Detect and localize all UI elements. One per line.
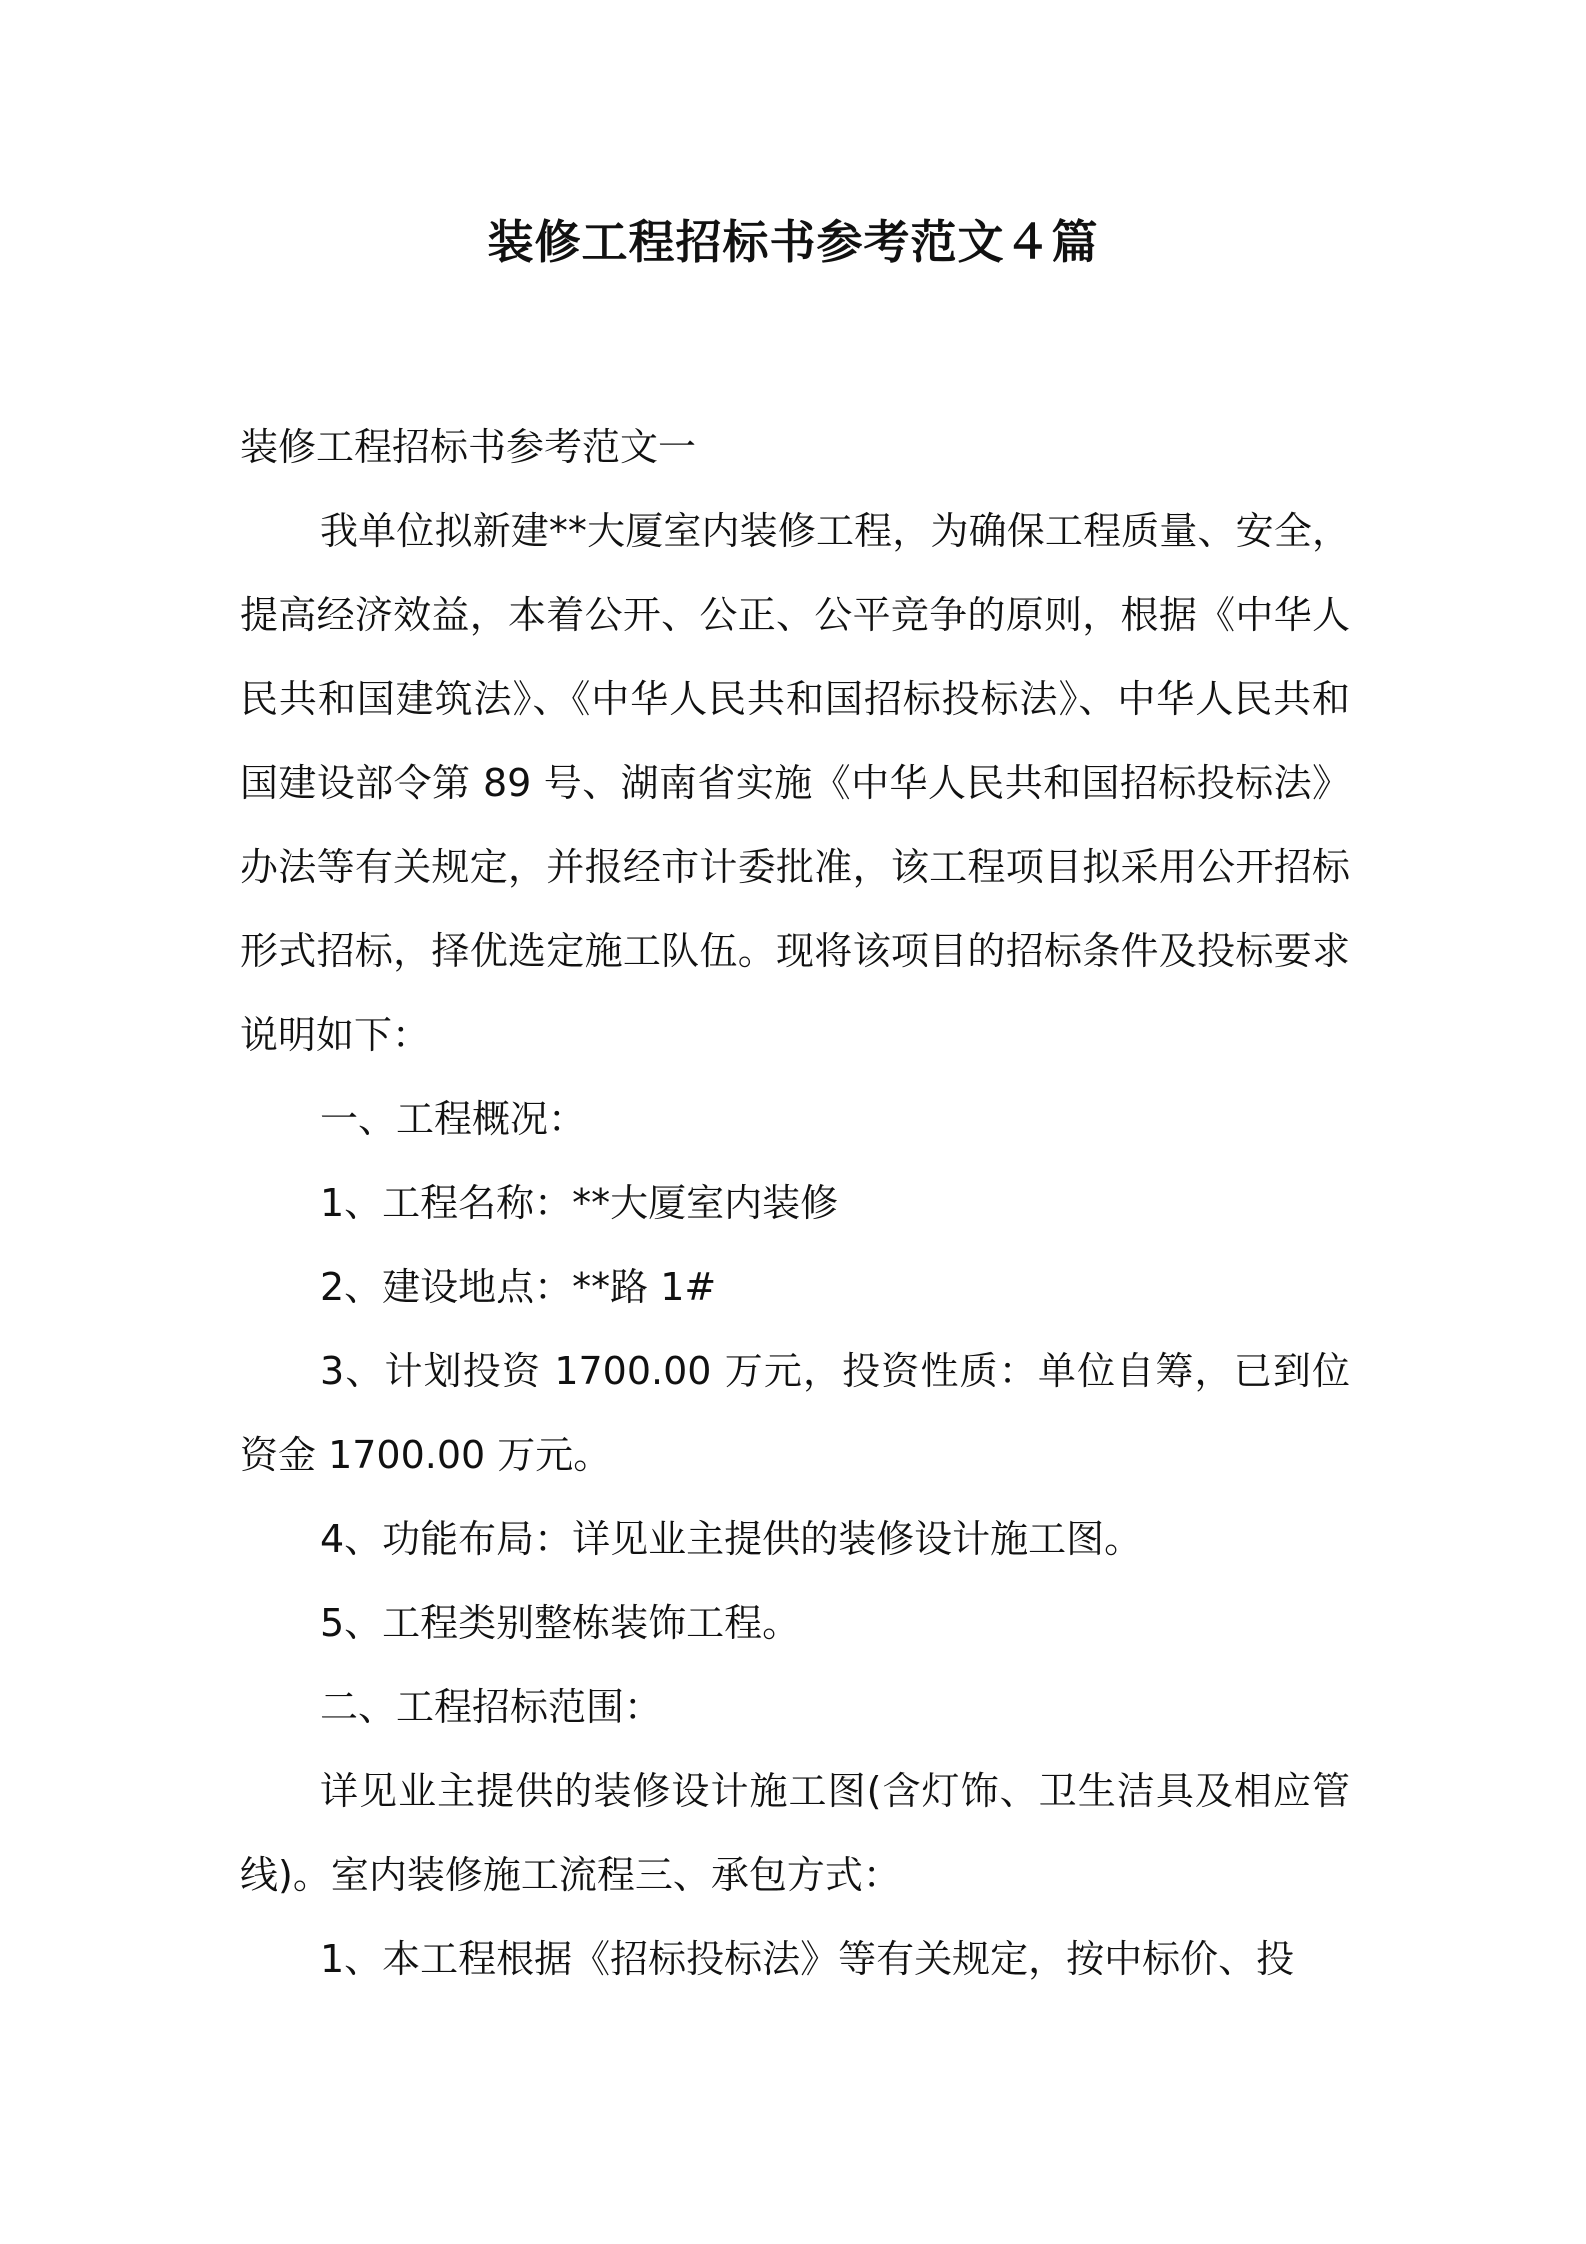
intro-paragraph: 我单位拟新建**大厦室内装修工程，为确保工程质量、安全，提高经济效益，本着公开、公正、公平竞争的原则，根据《中华人民共和国建筑法》、《中华人民共和国招标投标法》、中华人民共和国建设部令第 89 号、湖南省实施《中华人民共和国招标投标法》办法等有关规定，并报经市计委批准，该工程项目拟采用公开招标形式招标，择优选定施工队伍。现将该项目的招标条件及投标要求说明如下： (240, 509, 1350, 1057)
document-body (240, 405, 1350, 2001)
heading-bidding-scope: 二、工程招标范围： (320, 1685, 663, 1729)
contract-item-1: 1、本工程根据《招标投标法》等有关规定，按中标价、投 (320, 1937, 1295, 1981)
item-construction-site: 2、建设地点：**路 1# (320, 1265, 717, 1309)
section-title: 装修工程招标书参考范文一 (240, 425, 697, 469)
item-project-name: 1、工程名称：**大厦室内装修 (320, 1181, 839, 1225)
item-planned-investment: 3、计划投资 1700.00 万元，投资性质：单位自筹，已到位资金 1700.00 万元。 (240, 1349, 1350, 1477)
item-functional-layout: 4、功能布局：详见业主提供的装修设计施工图。 (320, 1517, 1143, 1561)
document-title: 装修工程招标书参考范文４篇 (487, 215, 1099, 269)
scope-paragraph: 详见业主提供的装修设计施工图(含灯饰、卫生洁具及相应管线)。室内装修施工流程三、承包方式： (240, 1769, 1350, 1897)
item-project-category: 5、工程类别整栋装饰工程。 (320, 1601, 801, 1645)
heading-project-overview: 一、工程概况： (320, 1097, 587, 1141)
